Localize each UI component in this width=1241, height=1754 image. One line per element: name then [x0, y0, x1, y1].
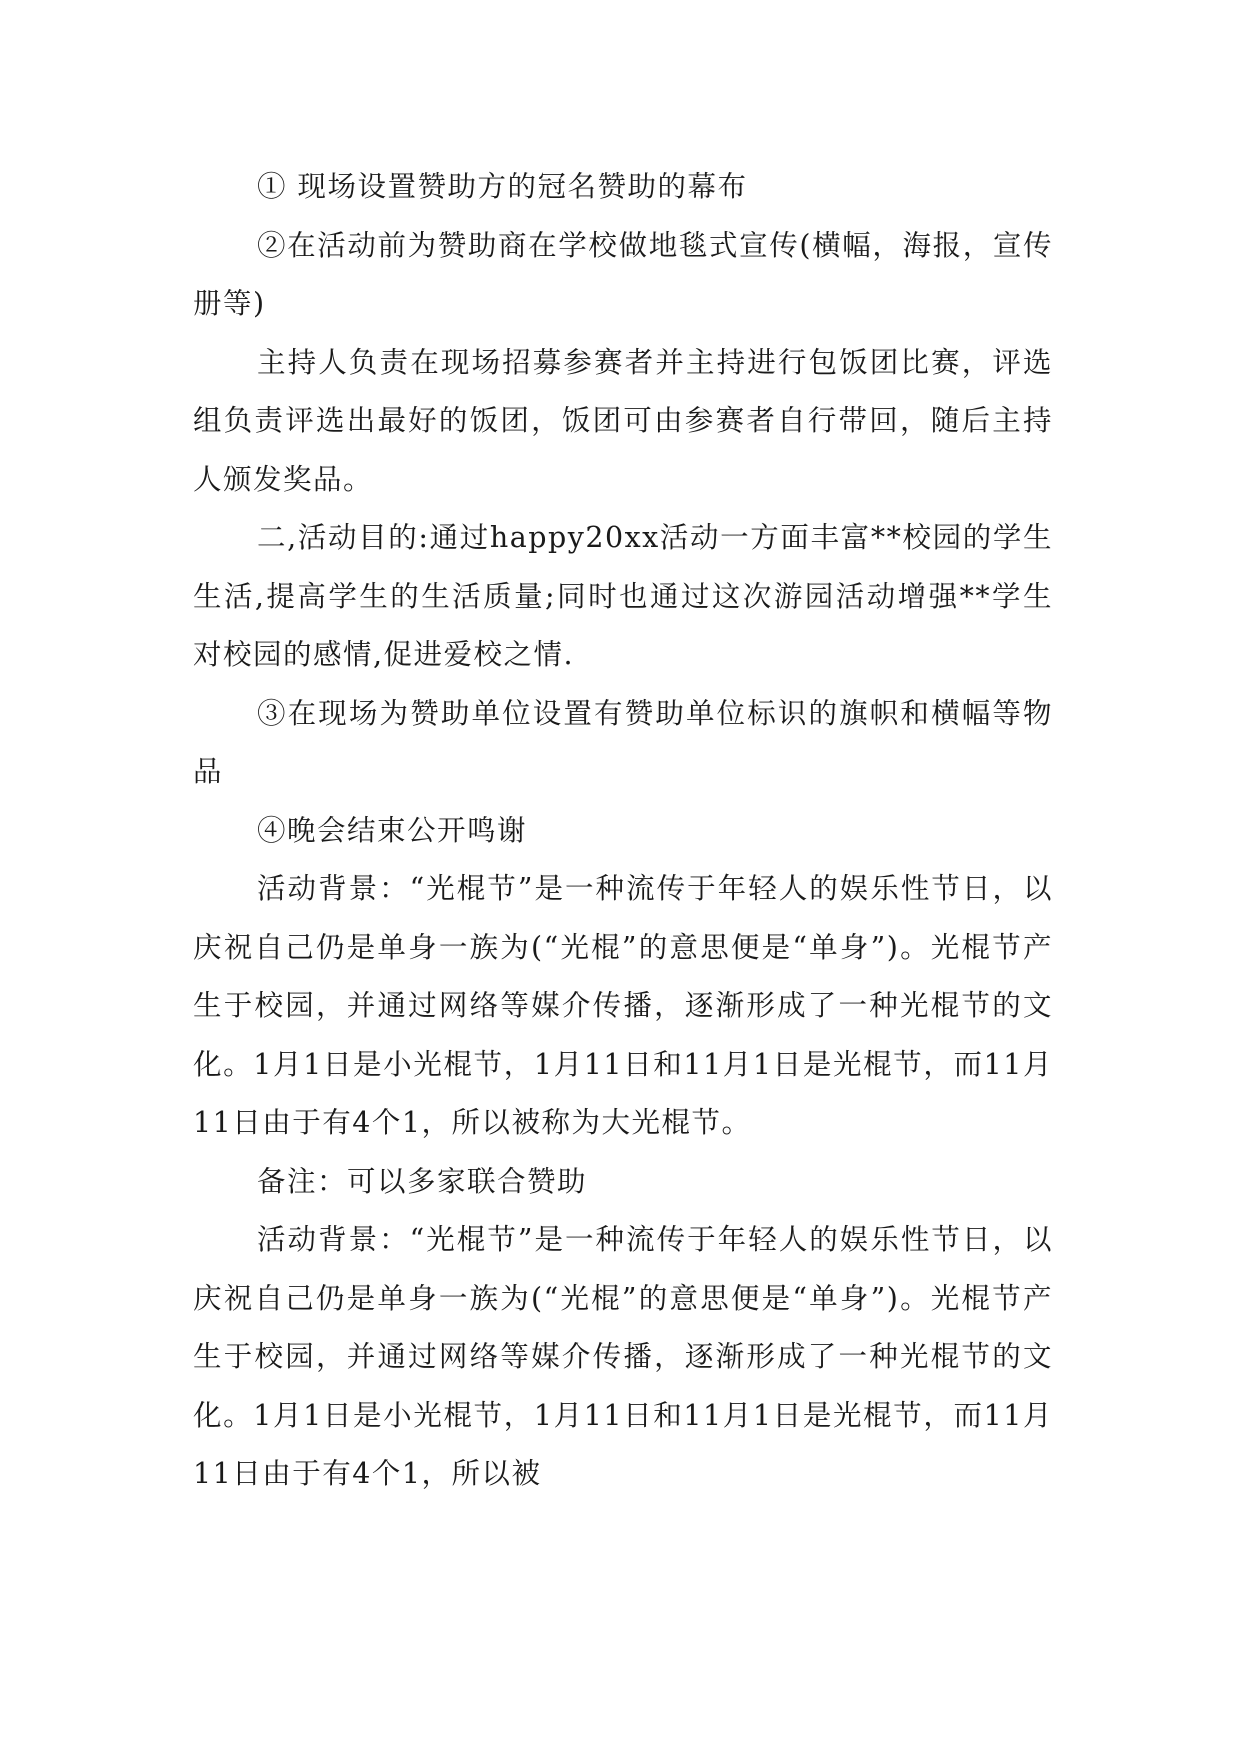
paragraph-background: 活动背景：“光棍节”是一种流传于年轻人的娱乐性节日，以庆祝自己仍是单身一族为(“光棍”的意思便是“单身”)。光棍节产生于校园，并通过网络等媒介传播，逐渐形成了一种光棍节的文化。1月1日是小光棍节，1月11日和11月1日是光棍节，而11月11日由于有4个1，所以被称为大光棍节。 — [193, 872, 1053, 1139]
paragraph-public-thanks: ④晚会结束公开鸣谢 — [257, 813, 528, 847]
paragraph-school-promotion: ②在活动前为赞助商在学校做地毯式宣传(横幅，海报，宣传册等) — [193, 228, 1053, 320]
paragraph-sponsor-banner: ① 现场设置赞助方的冠名赞助的幕布 — [257, 170, 748, 203]
paragraph-host-competition: 主持人负责在现场招募参赛者并主持进行包饭团比赛，评选组负责评选出最好的饭团，饭团可由参赛者自行带回，随后主持人颁发奖品。 — [193, 345, 1053, 496]
document-body — [193, 158, 1053, 1504]
paragraph-activity-purpose: 二,活动目的:通过happy20xx活动一方面丰富**校园的学生生活,提高学生的生活质量;同时也通过这次游园活动增强**学生对校园的感情,促进爱校之情. — [193, 521, 1053, 671]
paragraph-sponsor-flags: ③在现场为赞助单位设置有赞助单位标识的旗帜和横幅等物品 — [193, 696, 1053, 788]
paragraph-background-repeat: 活动背景：“光棍节”是一种流传于年轻人的娱乐性节日，以庆祝自己仍是单身一族为(“光棍”的意思便是“单身”)。光棍节产生于校园，并通过网络等媒介传播，逐渐形成了一种光棍节的文化。1月1日是小光棍节，1月11日和11月1日是光棍节，而11月11日由于有4个1，所以被 — [193, 1223, 1053, 1490]
paragraph-note: 备注：可以多家联合赞助 — [257, 1164, 588, 1198]
